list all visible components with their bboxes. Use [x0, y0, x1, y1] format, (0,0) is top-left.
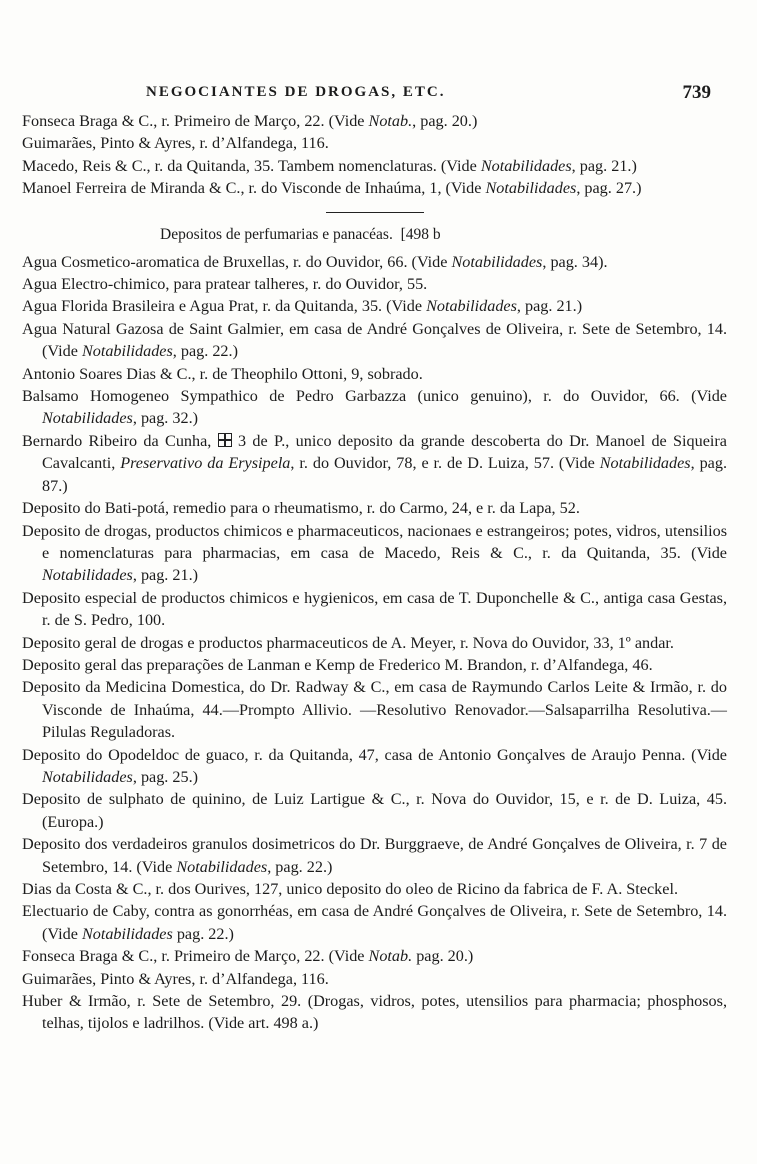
list-item: Guimarães, Pinto & Ayres, r. d’Alfandega, 116.: [22, 134, 329, 153]
list-item: Balsamo Homogeneo Sympathico de Pedro Garbazza (unico genuino), r. do Ouvidor, 66. (Vide Notabilidades, pag. 32.): [22, 387, 727, 428]
page-header: [146, 82, 711, 108]
list-item: Deposito do Bati-potá, remedio para o rheumatismo, r. do Carmo, 24, e r. da Lapa, 52.: [22, 499, 580, 518]
section-title: Depositos de perfumarias e panacéas. [498 b: [160, 225, 441, 243]
list-item: Electuario de Caby, contra as gonorrhéas, em casa de André Gonçalves de Oliveira, r. Sete de Setembro, 14. (Vide Notabilidades pag. 22.): [22, 902, 727, 943]
page-number: 739: [682, 82, 711, 103]
list-item: Deposito geral das preparações de Lanman e Kemp de Frederico M. Brandon, r. d’Alfandega, 46.: [22, 655, 653, 674]
list-item: Agua Natural Gazosa de Saint Galmier, em casa de André Gonçalves de Oliveira, r. Sete de Setembro, 14. (Vide Notabilidades, pag. 22.): [22, 319, 727, 361]
list-item: Deposito dos verdadeiros granulos dosimetricos do Dr. Burggraeve, de André Gonçalves de Oliveira, r. 7 de Setembro, 14. (Vide Notabilidades, pag. 22.): [22, 835, 727, 876]
list-item: Manoel Ferreira de Miranda & C., r. do Visconde de Inhaúma, 1, (Vide Notabilidades, pag. 27.): [22, 179, 642, 198]
section-divider: [326, 212, 424, 213]
list-item: Deposito da Medicina Domestica, do Dr. Radway & C., em casa de Raymundo Carlos Leite & Irmão, r. do Visconde de Inhaúma, 44.—Prompto Allivio. —Resolutivo Renovador.—Salsaparrilha Resolutiva.—Pilulas Reguladoras.: [22, 678, 727, 742]
list-item: Dias da Costa & C., r. dos Ourives, 127, unico deposito do oleo de Ricino da fabrica de F. A. Steckel.: [22, 880, 678, 898]
list-item: Antonio Soares Dias & C., r. de Theophilo Ottoni, 9, sobrado.: [22, 364, 423, 383]
list-item: Fonseca Braga & C., r. Primeiro de Março, 22. (Vide Notab. pag. 20.): [22, 947, 474, 966]
list-item: Guimarães, Pinto & Ayres, r. d’Alfandega, 116.: [22, 969, 329, 988]
list-item: Macedo, Reis & C., r. da Quitanda, 35. Tambem nomenclaturas. (Vide Notabilidades, pag. 21.): [22, 156, 637, 175]
list-item: Agua Florida Brasileira e Agua Prat, r. da Quitanda, 35. (Vide Notabilidades, pag. 21.): [22, 297, 583, 316]
cross-mark-icon: [218, 433, 232, 447]
list-item: Agua Electro-chimico, para pratear talheres, r. do Ouvidor, 55.: [22, 275, 428, 294]
list-item: Huber & Irmão, r. Sete de Setembro, 29. (Drogas, vidros, potes, utensilios para pharmacia; phosphosos, telhas, tijolos e ladrilhos. (Vide art. 498 a.): [22, 992, 727, 1033]
list-item: Fonseca Braga & C., r. Primeiro de Março, 22. (Vide Notab., pag. 20.): [22, 112, 478, 130]
list-item: Deposito do Opodeldoc de guaco, r. da Quitanda, 47, casa de Antonio Gonçalves de Araujo Penna. (Vide Notabilidades, pag. 25.): [22, 745, 727, 786]
list-item: Agua Cosmetico-aromatica de Bruxellas, r. do Ouvidor, 66. (Vide Notabilidades, pag. 34).: [22, 252, 608, 271]
header-title: NEGOCIANTES DE DROGAS, ETC.: [146, 84, 446, 100]
entries-list: [22, 110, 727, 1035]
list-item: Bernardo Ribeiro da Cunha, 3 de P., unico deposito da grande descoberta do Dr. Manoel de Siqueira Cavalcanti, Preservativo da Erysipela, r. do Ouvidor, 78, e r. de D. Luiza, 57. (Vide Notabilidades, pag. 87.): [22, 431, 727, 495]
list-item: Deposito de drogas, productos chimicos e pharmaceuticos, nacionaes e estrangeiros; potes, vidros, utensilios e nomenclaturas para pharmacias, em casa de Macedo, Reis & C., r. da Quitanda, 35. (Vide Notabilidades, pag. 21.): [22, 521, 727, 585]
list-item: Deposito de sulphato de quinino, de Luiz Lartigue & C., r. Nova do Ouvidor, 15, e r. de D. Luiza, 45. (Europa.): [22, 790, 727, 831]
list-item: Deposito especial de productos chimicos e hygienicos, em casa de T. Duponchelle & C., antiga casa Gestas, r. de S. Pedro, 100.: [22, 588, 727, 630]
list-item: Deposito geral de drogas e productos pharmaceuticos de A. Meyer, r. Nova do Ouvidor, 33, 1º andar.: [22, 633, 674, 652]
section-reference: [498 b: [400, 225, 441, 243]
